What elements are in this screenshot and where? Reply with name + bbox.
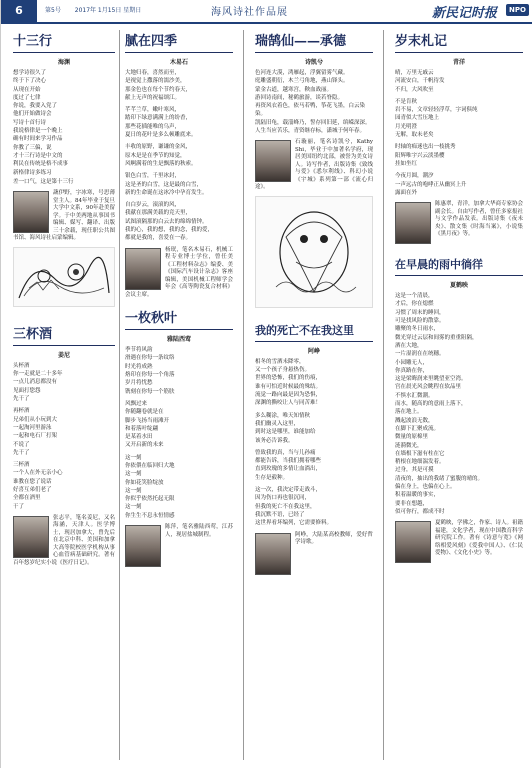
poem-author: 雅陆西莺: [166, 336, 191, 344]
author-bio: 杨珉，笔名木易石，机械工程专业博士学位，曾任美《工程材料杂志》编委、美《国际汽车设计杂志》客座编辑，美国机械工程师学会年会《高等陶瓷复合材料》会议主席。: [125, 246, 233, 298]
issue-number: 第5号: [45, 7, 61, 14]
title-rule: [255, 341, 373, 342]
title-rule: [13, 345, 115, 346]
poem-title: 瑞鹄仙——承德: [255, 34, 347, 49]
poem-author: 诗凯兮: [304, 59, 323, 66]
poem-body: 色河连大漠，鸿雁起，浮翼留雾气藏。 庭雕盛朝衍，木兰弓角地，燕山锋头。 蒙金古道，越寒宫，鞅血战丽。 游回诗南间，秘鹤旅游，谈若脊隐。 再资风衣着色，依马若鸭，筝花飞墨，白云染染。 凯陆旧龟，载淄峰乃，誓存回旧延，缤嵘深深。 人生当应苦乐，青资继存标，潇城于何年春。: [255, 70, 371, 135]
page-number: 6: [1, 0, 37, 22]
issue-date: 2017年 1月15日 星期日: [74, 7, 142, 14]
title-rule: [395, 52, 523, 53]
title-rule: [125, 329, 233, 330]
poem-title: 一枚秋叶: [125, 311, 178, 327]
section-title: 海风诗社作品展: [211, 7, 288, 18]
author-photo: [395, 521, 431, 563]
ink-illustration: [255, 196, 373, 308]
poem-author: 木易石: [169, 59, 188, 66]
author-bio: 陈惠翠，青洋，加拿大华商专家协会副会长。自由写作者，曾任多家报社与文学作品发表。出版诗集《夜未央》、散文集《时海当案》，小说集《黑月夜》等。: [435, 201, 523, 238]
page-header: [1, 0, 532, 24]
poem-author: 海渊: [57, 59, 70, 66]
poem-body: 大地归春，喜然而至， 是视觉上撒落的濡沙美， 那金色也在每个节约春天， 献上无声的祝福颂江。 芊芊兰草，嫩叶寒风， 踏印下绿意满满上的纷香， 那些花插能唯的乌声， 夏日的花叶是多么顿雕底来。 丰收的原野，谦谦的金风， 原木是是在季节的知觉， 风啊满着的生是飘落的秋索。 银色白雪，千里冰封， 这是圣的白雪，这是最的白雪， 新的生命诞在这冰冷中孕育发生。 自白岁云，滚滚的风， 我献在那满美载的竞天里， 试图滚隔那的白云去的绵绵情钟。 我的心，我的想，我的念，我的爱， 都就是我的，喜爱在一春。: [125, 70, 214, 242]
title-rule: [13, 52, 115, 53]
author-bio: 张志平，笔名姜尼，又名海涵，天津人。医学博士，现居加拿大，曾先后在北京中科、美国和加拿大高等院校医学机构从事心血管病基础研究。著有百年悠岁纪实小说《医疗日记》。: [13, 514, 115, 566]
poem-title: 我的死亡不在我这里: [255, 323, 354, 337]
column-divider: [243, 30, 244, 760]
author-bio: 蔬伊野，字冰寒，号思薄堂主人。84年毕业于复旦大学中文系，90年赴美留学。于中美两地从事国书编辑、媒写、翻译、出版三十余载，现任职公共图书馆、海风诗社启蒙编辑。: [13, 190, 115, 242]
poem-title: 腻在四季: [125, 34, 178, 49]
poem-author: 姜尼: [57, 351, 70, 359]
author-photo: [13, 191, 49, 233]
npo-badge: NPO: [506, 4, 529, 16]
author-photo: [395, 202, 431, 244]
column-1: [13, 30, 115, 760]
poem-author: 阿峥: [307, 347, 320, 355]
newspaper-brand: 新民记时报: [431, 6, 497, 21]
poem-author: 青洋: [452, 59, 465, 66]
poem-title: 十三行: [13, 34, 53, 49]
column-4: [395, 30, 523, 760]
author-bio: 陈萍，笔名雅陆西莺，江苏人，现居盐城制程。: [165, 524, 233, 538]
column-3: [255, 30, 373, 760]
column-2: [125, 30, 233, 760]
author-photo: [125, 248, 161, 290]
poem-body: 这是一个清晨， 才后，你在熄燃 习惯了周末的睡回， 可是找风险的散靠。 雕聚的冬日雨水， 微光穿过云层和间雾的重重阻隔， 洒在大地， 一片湿润在在统穗。 小园雕无人， 你真路在你， 这是梁晦润来里眺望亚空湾。 宫在晨光风会眺程在软品里 不惧水汇微潮。 而水，随高的的意雨上落下， 落在地上。 溅起波浪无数， 在脚下汇聚成流。 微量的原棉里 涟漪微光， 在墙根下滋有柱在它 稍根在地细湍发着。 过身，其是可摸 清夜的，抽出的我绪了蜜腹的晴的。 偏在身上，也偏在心上。 积着温暖的事实， 要非在想越， 似可你行，都成不时: [395, 293, 484, 515]
poem-body: 晴，万里无戚云 河流安白，千帆待发 不归，大风吹至 不是肯秋 岩不易，文章轻轻浮草，字词俱纯 园青似大雪压地上 月光明澄 无解，取未老矣 时轴的痴迷也出一枝挑秀 阳辉唯宇兴云淡墨樱 挂如坐红 今夜月圆，潮汐 一声远古的咆哮正从幽冥上升 露面在外: [395, 70, 478, 196]
poem-body: 想学诗很久了 终于下了决心 从现在开始 度过了七律 你说，我要入党了 他们开始做诗会 写诗十首行诗 我说格律是一个晚上 确有时间来学习作品 你教了三偏，说 才十三行诗是中文的 利民在传统是格不成事 新格律诗多练习: [13, 70, 69, 176]
author-photo: [13, 516, 49, 558]
poem-note: 差一口气，这是第十三行: [13, 178, 74, 185]
author-photo: [255, 140, 291, 182]
issue-info: [45, 5, 153, 14]
author-bio: 石璇丽，笔名诗凯兮，Kathy Shi，毕业于中加著名学府，现居美国纽约北部，被誉为美女诗人。诗写作者，出版诗集《致线与爱》《悉尔利线》、科幻小说《宇城》系列第一部《流心归途》。: [255, 139, 373, 191]
poem-title: 三杯酒: [13, 326, 53, 342]
poem-author: 夏鹤映: [449, 282, 468, 290]
title-rule: [125, 52, 233, 53]
author-photo: [255, 533, 291, 575]
ink-illustration: [13, 247, 115, 307]
author-bio: 阿峥，大陆某高校教师，爱好哲学诗歌。: [295, 531, 373, 546]
column-divider: [119, 30, 120, 760]
title-rule: [255, 52, 373, 53]
poem-body: 季节将风韵 滑遇在你每一条纹络 时光将成熟 烙印在你每一个角落 岁月将忧愁 镌刻在你每一个筋肤 风飘过来 你随翻卷就是在 脚步飞扬当雨滩开 和着落叶绽翩 是某着水田 又开启新的未来 这一刻 你依偎在临回归大地 这一刻 你如花笑脸绽放 这一刻 你似乎依然托起无限 这一刻 你生生不息永恒情感: [125, 347, 175, 519]
poem-title: 岁末札记: [395, 34, 448, 49]
author-photo: [125, 525, 161, 567]
poem-body: 相冬的雪洒未降零， 又一个孩子身悬热伤。 世界的恐怖，我们的伤痕， 谁有可怕近时候最的殊结。 流觉一路向最是因为恐惧， 深渊的撕咬让人与同苦难！ 多么糊涂，唯天知情秋 我们幽灵入这里， 到时这是哪里，谁能加给 该务必告诉我。 曾致我的真，当与儿孙痛 都能告诉，当我们拥着哪些 直到玫瑰的多情让血淌出， 生存是毅种。 这一次，我决定带走战斗， 因为伤口再也很沉同， 但我的死亡不在我这里， 我沉默不语，已经了 这世界看坏编列，它需要修料。: [255, 358, 333, 527]
author-bio: 夏鹤映，学佛之，作家、诗人。祖籍福建，文化学者，现在中国教育科学研究院工作。著有《诗意与宽》《网络相爱风刻》《爱我中国人》、《仁民爱物》、《文化小史》等。: [435, 520, 523, 557]
poem-title: 在早晨的雨中徜徉: [395, 258, 483, 272]
title-rule: [395, 275, 523, 276]
poem-body: 头杯酒 你一走就是二十多年 一点儿消息都没有 见面打您怨 先干了 再杯酒 兄弟们从小玩到大 一起淘河里游泳 一起和电石厂打架 不说了 先干了 三杯酒 一个人在外无亲小心 谁教在您了说话 好喜互弟们老了 全都在酒里 干了: [13, 362, 63, 510]
column-divider: [383, 30, 384, 760]
